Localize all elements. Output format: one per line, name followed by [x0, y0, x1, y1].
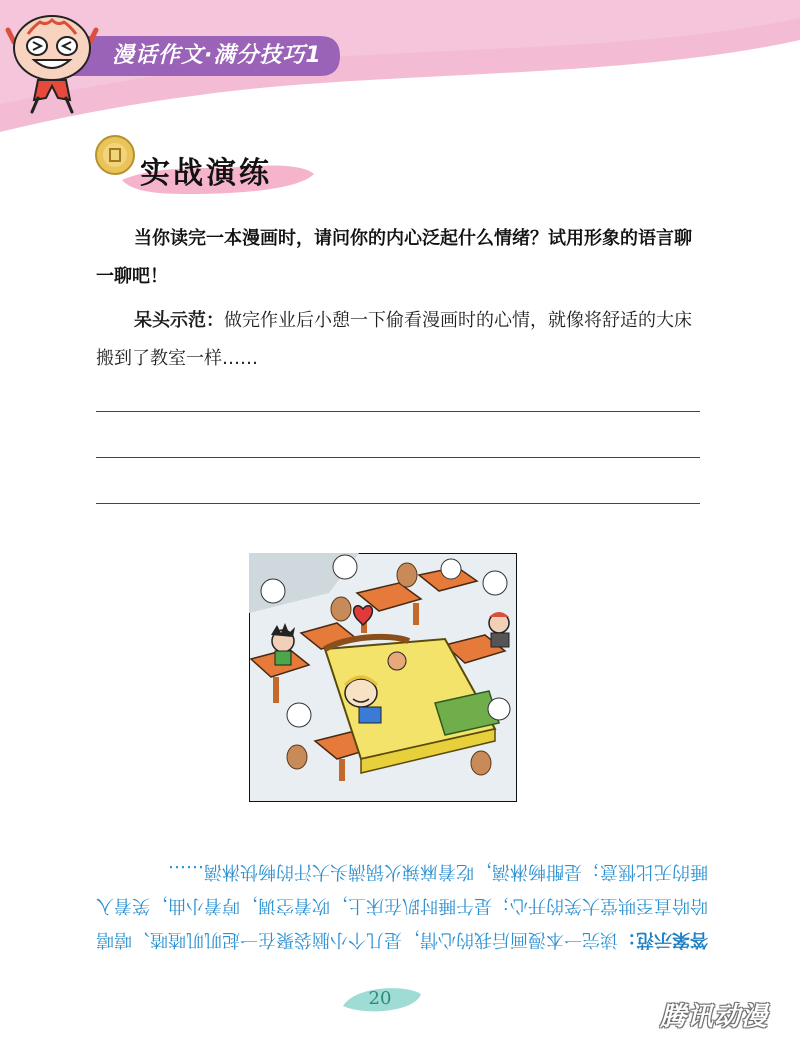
- question-text: 当你读完一本漫画时，请问你的内心泛起什么情绪？试用形象的语言聊一聊吧！: [96, 228, 692, 287]
- demo-label: 呆头示范：: [134, 310, 224, 331]
- section-title: 实战演练: [140, 156, 272, 191]
- answer-write-line: [96, 503, 700, 504]
- answer-upside-down: [96, 816, 708, 956]
- watermark: 腾讯动漫: [660, 1002, 769, 1032]
- answer-text: 读完一本漫画后我的心情，是几个小脑袋聚在一起叽叽喳喳、嘻嘻哈哈直至哄堂大笑的开心；是午睡时趴在床上，吹着空调，哼着小曲，笑着入睡的无比惬意；是酣畅淋漓，吃着麻辣火锅满头大汗的畅快淋漓……: [96, 861, 708, 950]
- answer-label: 答案示范：: [618, 929, 708, 950]
- answer-write-line: [96, 411, 700, 412]
- demo-text: 做完作业后小憩一下偷看漫画时的心情，就像将舒适的大床搬到了教室一样……: [96, 310, 692, 369]
- series-title: 漫话作文·满分技巧1: [112, 43, 322, 68]
- answer-write-line: [96, 457, 700, 458]
- comic-illustration: [249, 553, 517, 802]
- mascot-icon: [4, 8, 100, 120]
- demo-paragraph: [96, 302, 708, 378]
- page-number: 20: [368, 988, 392, 1009]
